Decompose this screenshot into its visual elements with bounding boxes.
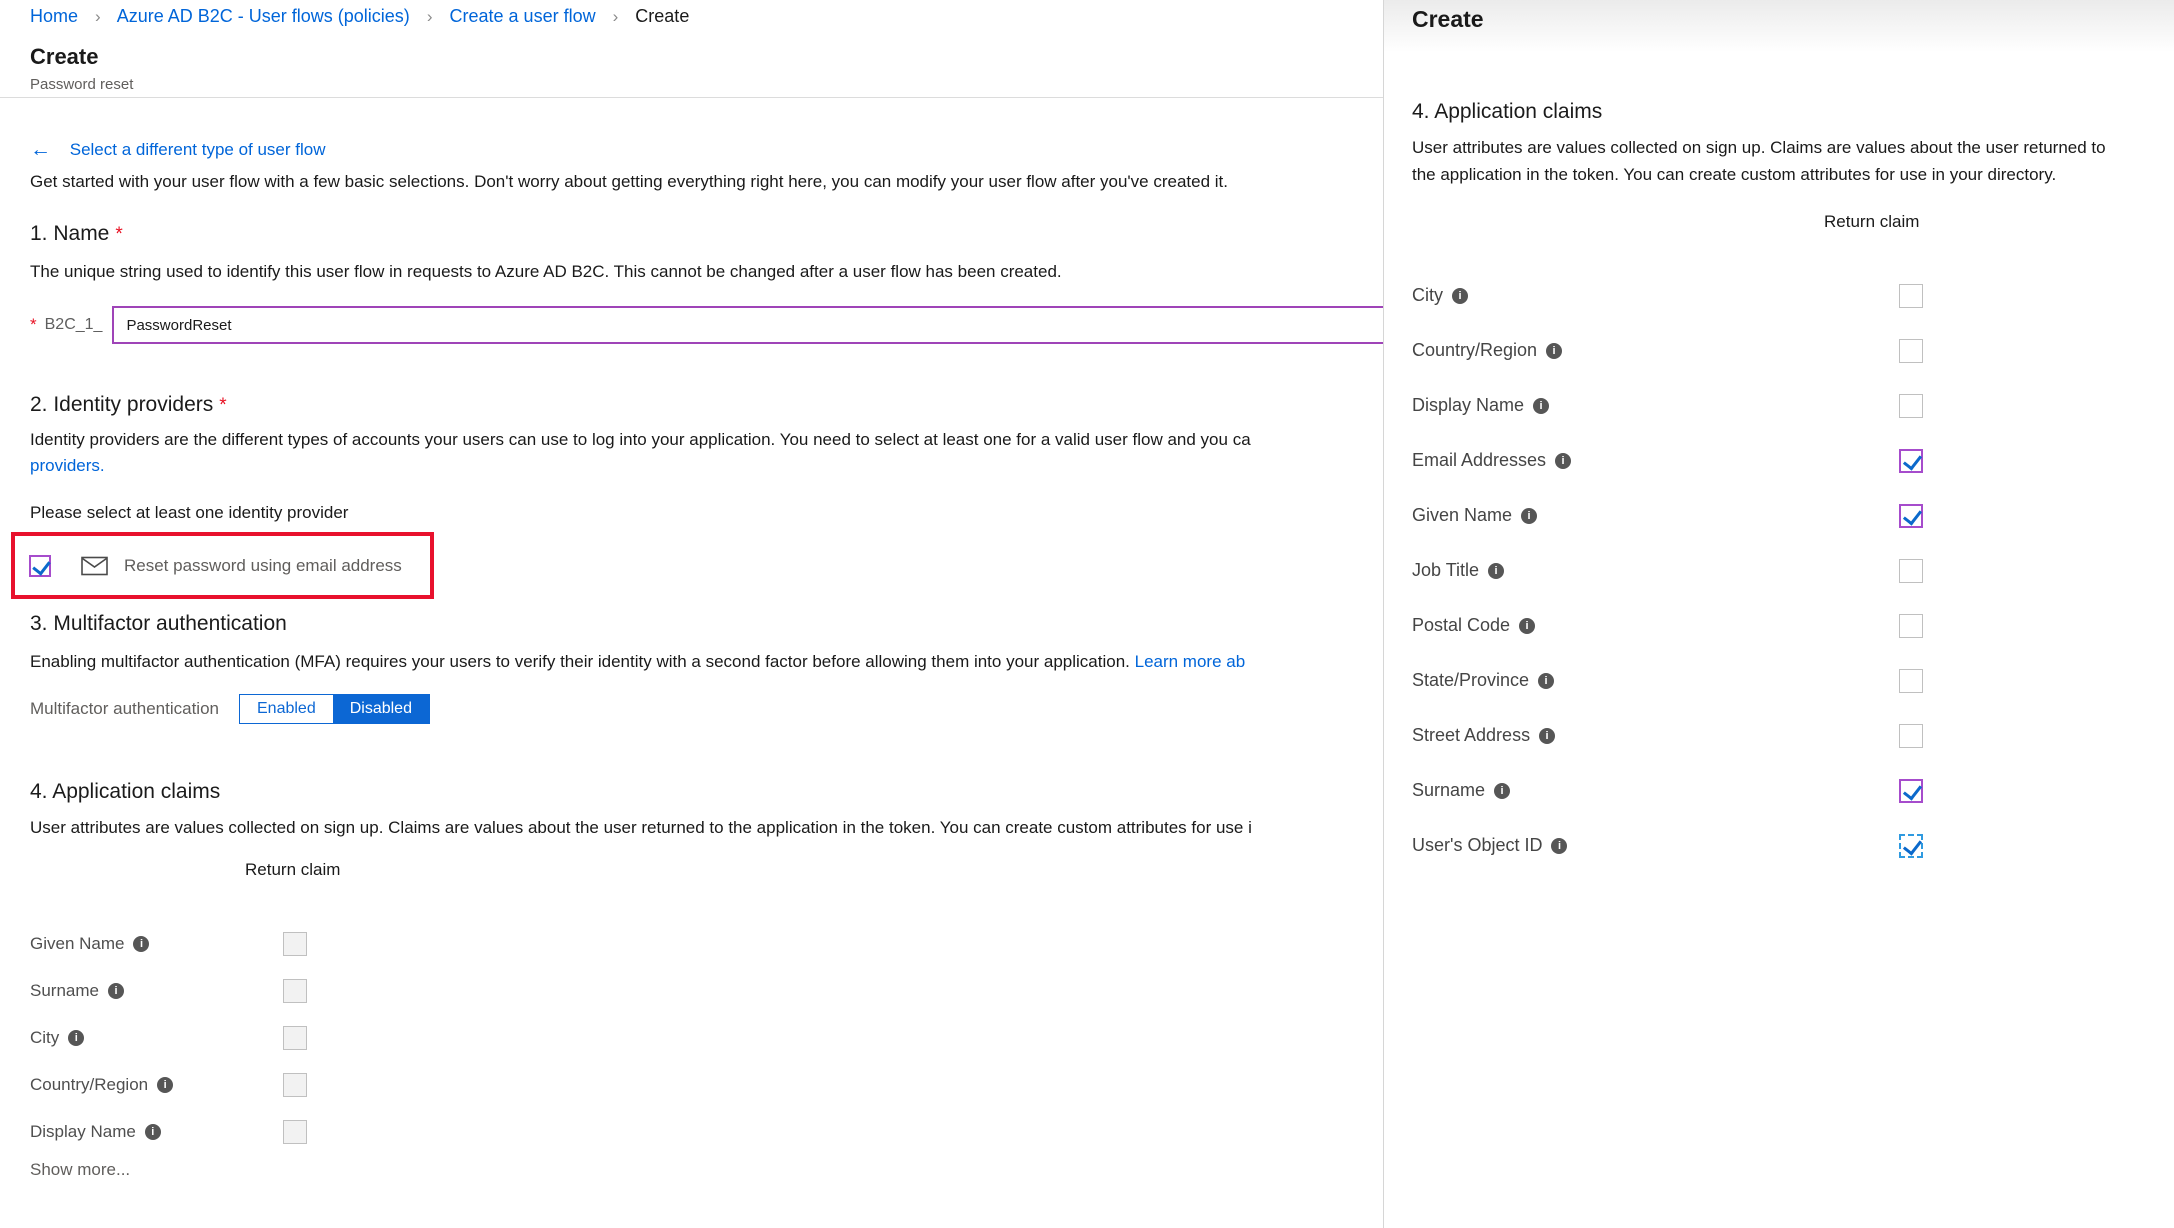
- claim-label: Country/Region: [30, 1074, 149, 1094]
- claims-list: [1412, 268, 1952, 873]
- required-asterisk: *: [219, 395, 227, 416]
- intro-text: Get started with your user flow with a few basic selections. Don't worry about getting everything right here, you can modify your user flow after you've created it.: [30, 172, 1229, 191]
- select-different-flow-link[interactable]: Select a different type of user flow: [69, 140, 326, 159]
- claim-label: Email Addresses: [1412, 450, 1547, 470]
- claim-label: Surname: [1412, 780, 1486, 800]
- providers-link[interactable]: providers.: [30, 456, 105, 475]
- claim-label: City: [1412, 285, 1443, 305]
- back-arrow-icon: ←: [30, 138, 51, 161]
- claim-label: Given Name: [30, 933, 125, 953]
- info-icon[interactable]: i: [133, 936, 149, 952]
- claim-row: [1412, 708, 1952, 763]
- back-link-row: [30, 138, 326, 162]
- panel-header-gradient: [1384, 0, 2174, 52]
- return-claim-column-header: Return claim: [245, 860, 341, 879]
- return-claim-checkbox[interactable]: [1899, 724, 1923, 748]
- identity-section-description: Identity providers are the different types of accounts your users can use to log into your application. You need to select at least one for a valid user flow and you ca: [30, 430, 1251, 449]
- info-icon[interactable]: i: [108, 983, 124, 999]
- return-claim-checkbox[interactable]: [1899, 559, 1923, 583]
- user-flow-name-input[interactable]: [112, 306, 1384, 344]
- info-icon[interactable]: i: [68, 1030, 84, 1046]
- breadcrumb-user-flows[interactable]: Azure AD B2C - User flows (policies): [116, 6, 410, 26]
- info-icon[interactable]: i: [1521, 508, 1537, 524]
- claim-row: [1412, 268, 1952, 323]
- claim-label: User's Object ID: [1412, 835, 1543, 855]
- name-section-description: The unique string used to identify this user flow in requests to Azure AD B2C. This cannot be changed after a user flow has been created.: [30, 262, 1062, 281]
- claims-section-heading: 4. Application claims: [30, 780, 221, 803]
- claims-section-description: User attributes are values collected on sign up. Claims are values about the user returned to the application in the token. You can create custom attributes for use i: [30, 818, 1252, 837]
- email-provider-label: Reset password using email address: [124, 555, 402, 575]
- info-icon[interactable]: i: [1519, 618, 1535, 634]
- page-title: Create: [30, 44, 99, 69]
- email-provider-checkbox[interactable]: [29, 555, 51, 577]
- info-icon[interactable]: i: [1539, 728, 1555, 744]
- info-icon[interactable]: i: [1488, 563, 1504, 579]
- breadcrumb-current: Create: [635, 6, 690, 26]
- return-claim-checkbox[interactable]: [283, 1026, 307, 1050]
- claim-label: State/Province: [1412, 670, 1530, 690]
- required-asterisk: *: [115, 224, 123, 245]
- claims-list: [30, 920, 360, 1155]
- info-icon[interactable]: i: [1555, 453, 1571, 469]
- name-prefix-label: B2C_1_: [44, 316, 103, 333]
- panel-title: Create: [1412, 6, 1484, 32]
- return-claim-checkbox[interactable]: [283, 1073, 307, 1097]
- mfa-toggle-row: [30, 694, 430, 724]
- required-asterisk: *: [30, 315, 37, 334]
- name-input-row: [30, 305, 1384, 345]
- return-claim-checkbox[interactable]: [1899, 834, 1923, 858]
- claim-label: Display Name: [30, 1121, 136, 1141]
- mfa-enabled-button[interactable]: Enabled: [240, 695, 333, 723]
- return-claim-column-header: Return claim: [1824, 212, 1920, 231]
- claim-label: City: [30, 1027, 60, 1047]
- return-claim-checkbox[interactable]: [283, 979, 307, 1003]
- info-icon[interactable]: i: [145, 1124, 161, 1140]
- claim-label: Display Name: [1412, 395, 1525, 415]
- breadcrumb-home[interactable]: Home: [30, 6, 79, 26]
- learn-more-link[interactable]: Learn more ab: [1134, 652, 1246, 671]
- page-subtitle: Password reset: [30, 76, 134, 93]
- mfa-disabled-button[interactable]: Disabled: [333, 695, 429, 723]
- info-icon[interactable]: i: [1538, 673, 1554, 689]
- header-divider: [0, 97, 1383, 98]
- mfa-toggle: [239, 694, 430, 724]
- return-claim-checkbox[interactable]: [283, 932, 307, 956]
- claim-row: [30, 967, 360, 1014]
- return-claim-checkbox[interactable]: [1899, 449, 1923, 473]
- claim-row: [30, 920, 360, 967]
- return-claim-checkbox[interactable]: [1899, 394, 1923, 418]
- info-icon[interactable]: i: [1551, 838, 1567, 854]
- claim-row: [1412, 818, 1952, 873]
- info-icon[interactable]: i: [1546, 343, 1562, 359]
- claim-row: [1412, 488, 1952, 543]
- show-more-link[interactable]: Show more...: [30, 1160, 131, 1179]
- info-icon[interactable]: i: [1494, 783, 1510, 799]
- breadcrumb-separator: ›: [612, 7, 619, 26]
- claims-section-description-line2: the application in the token. You can create custom attributes for use in your directory.: [1412, 165, 2057, 184]
- breadcrumb-separator: ›: [426, 7, 433, 26]
- select-provider-prompt: Please select at least one identity provider: [30, 503, 349, 522]
- claim-label: Street Address: [1412, 725, 1531, 745]
- info-icon[interactable]: i: [157, 1077, 173, 1093]
- claim-row: [30, 1014, 360, 1061]
- claim-label: Surname: [30, 980, 99, 1000]
- claim-label: Country/Region: [1412, 340, 1538, 360]
- return-claim-checkbox[interactable]: [1899, 339, 1923, 363]
- claim-row: [1412, 653, 1952, 708]
- claim-row: [1412, 763, 1952, 818]
- return-claim-checkbox[interactable]: [1899, 614, 1923, 638]
- return-claim-checkbox[interactable]: [283, 1120, 307, 1144]
- info-icon[interactable]: i: [1533, 398, 1549, 414]
- info-icon[interactable]: i: [1452, 288, 1468, 304]
- envelope-icon: [81, 556, 108, 576]
- mfa-section-heading: 3. Multifactor authentication: [30, 612, 287, 635]
- claims-section-heading: 4. Application claims: [1412, 100, 1603, 123]
- return-claim-checkbox[interactable]: [1899, 779, 1923, 803]
- claim-label: Job Title: [1412, 560, 1480, 580]
- claims-section-description-line1: User attributes are values collected on sign up. Claims are values about the user returned to: [1412, 138, 2106, 157]
- claim-row: [1412, 378, 1952, 433]
- breadcrumb: [30, 6, 689, 27]
- breadcrumb-separator: ›: [95, 7, 101, 26]
- breadcrumb-create-user-flow[interactable]: Create a user flow: [449, 6, 596, 26]
- identity-providers-link-line: [30, 456, 105, 476]
- highlight-red-box: [11, 532, 434, 599]
- claim-row: [1412, 323, 1952, 378]
- claim-row: [30, 1108, 360, 1155]
- return-claim-checkbox[interactable]: [1899, 669, 1923, 693]
- secondary-panel: [1384, 0, 2174, 1228]
- claim-row: [1412, 433, 1952, 488]
- claim-row: [1412, 543, 1952, 598]
- claim-row: [30, 1061, 360, 1108]
- mfa-toggle-label: Multifactor authentication: [30, 699, 219, 718]
- name-section-heading: 1. Name *: [30, 222, 123, 245]
- claim-row: [1412, 598, 1952, 653]
- return-claim-checkbox[interactable]: [1899, 504, 1923, 528]
- return-claim-checkbox[interactable]: [1899, 284, 1923, 308]
- mfa-section-description: Enabling multifactor authentication (MFA) requires your users to verify their identity with a second factor before allowing them into your application. Learn more ab: [30, 652, 1246, 671]
- identity-section-heading: 2. Identity providers *: [30, 393, 227, 416]
- claim-label: Postal Code: [1412, 615, 1511, 635]
- claim-label: Given Name: [1412, 505, 1513, 525]
